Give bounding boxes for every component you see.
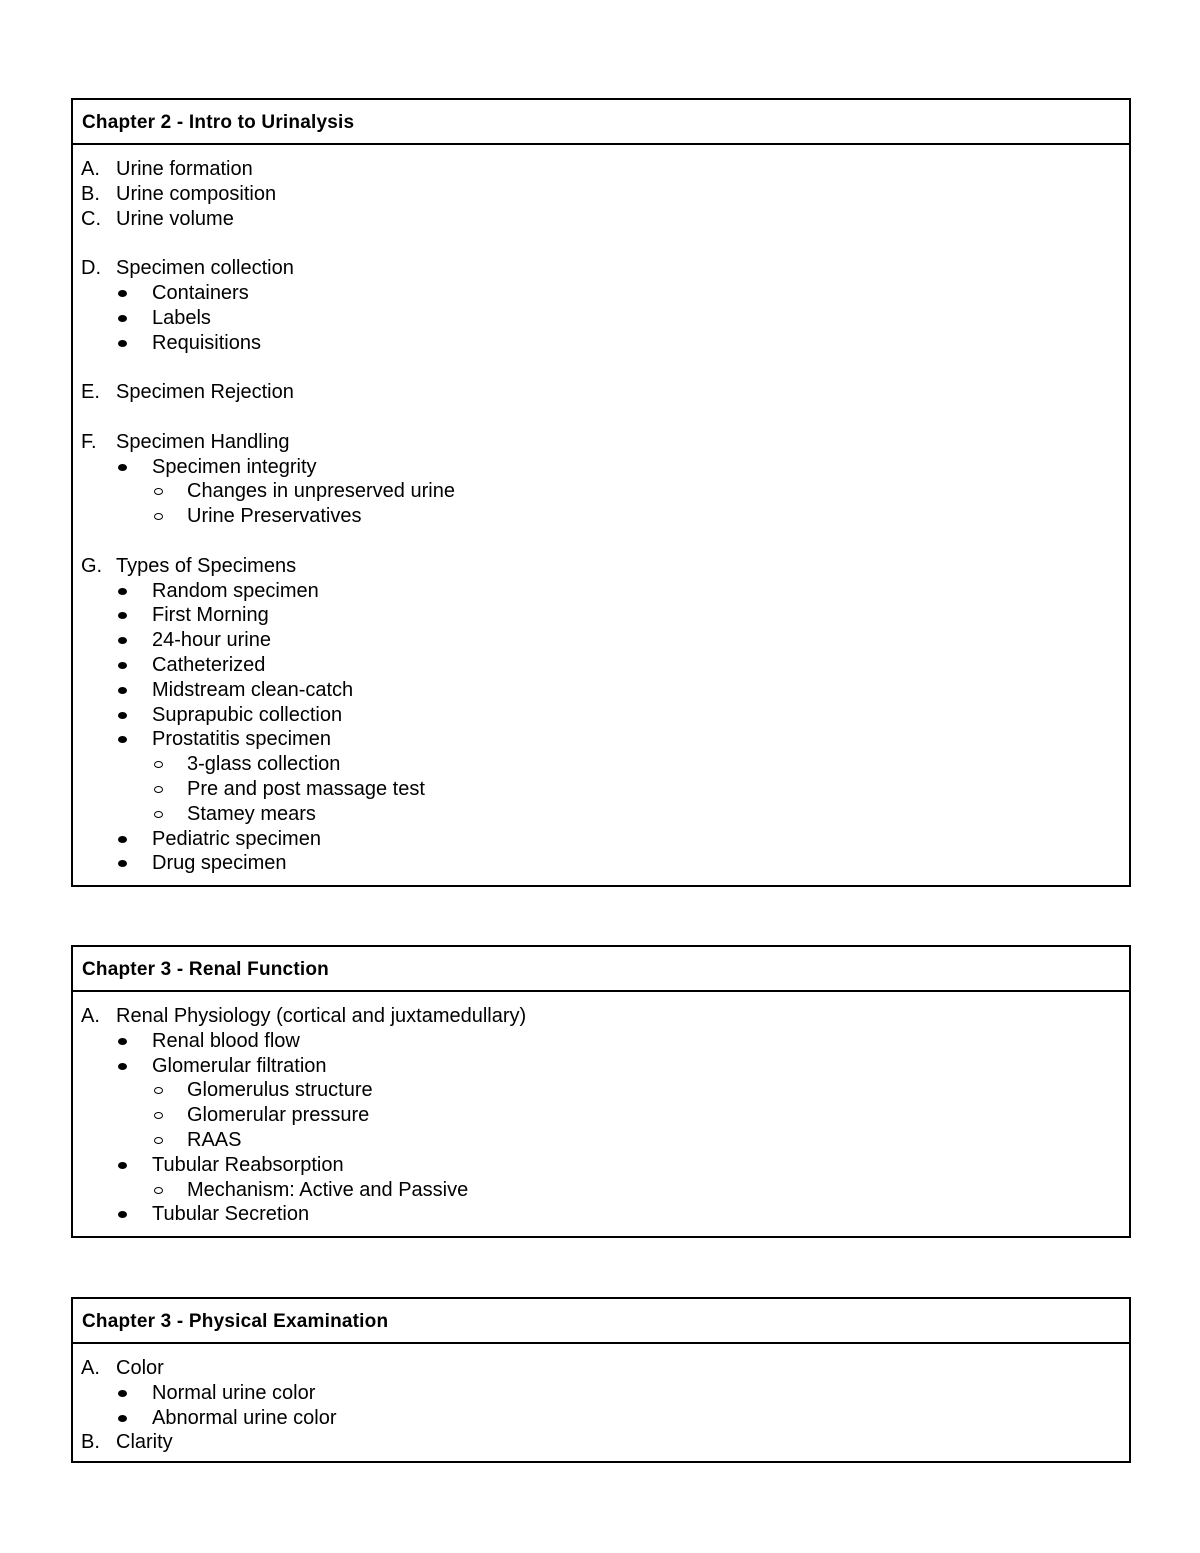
outline-item bbox=[73, 504, 1129, 529]
outline-letter: A. bbox=[81, 1005, 100, 1027]
section-outline bbox=[73, 992, 1129, 1235]
bullet-filled-icon bbox=[118, 1415, 127, 1422]
outline-item bbox=[73, 554, 1129, 579]
outline-text: Renal Physiology (cortical and juxtamedullary) bbox=[116, 1005, 527, 1027]
outline-text: 24-hour urine bbox=[152, 629, 271, 652]
outline-text: Abnormal urine color bbox=[152, 1406, 337, 1429]
outline-item bbox=[73, 727, 1129, 752]
outline-item bbox=[73, 1178, 1129, 1203]
bullet-hollow-icon bbox=[154, 1137, 163, 1144]
outline-letter: C. bbox=[81, 207, 101, 230]
outline-item bbox=[73, 851, 1129, 876]
outline-item bbox=[73, 306, 1129, 331]
outline-letter: A. bbox=[81, 1357, 100, 1379]
outline-text: Specimen Handling bbox=[116, 430, 290, 453]
bullet-filled-icon bbox=[118, 290, 127, 297]
outline-item bbox=[73, 479, 1129, 504]
outline-text: Drug specimen bbox=[152, 852, 287, 875]
outline-text: Glomerular pressure bbox=[187, 1104, 370, 1127]
outline-text: Changes in unpreserved urine bbox=[187, 480, 455, 503]
outline-item bbox=[73, 653, 1129, 678]
outline-text: Urine composition bbox=[116, 182, 277, 205]
outline-text: Normal urine color bbox=[152, 1381, 316, 1404]
outline-item bbox=[73, 703, 1129, 728]
section-title: Chapter 3 - Physical Examination bbox=[73, 1299, 1129, 1344]
outline-text: Specimen integrity bbox=[152, 455, 317, 478]
outline-item bbox=[73, 1202, 1129, 1227]
outline-item bbox=[73, 430, 1129, 455]
outline-item bbox=[73, 1356, 1129, 1381]
outline-text: Containers bbox=[152, 281, 249, 304]
outline-item bbox=[73, 1078, 1129, 1103]
bullet-hollow-icon bbox=[154, 1087, 163, 1094]
bullet-filled-icon bbox=[118, 1211, 127, 1218]
outline-text: Glomerular filtration bbox=[152, 1054, 327, 1077]
outline-item bbox=[73, 1004, 1129, 1029]
outline-item bbox=[73, 1430, 1129, 1455]
bullet-filled-icon bbox=[118, 612, 127, 619]
section-title: Chapter 2 - Intro to Urinalysis bbox=[73, 100, 1129, 145]
bullet-filled-icon bbox=[118, 315, 127, 322]
blank-line bbox=[73, 355, 1129, 380]
outline-item bbox=[73, 281, 1129, 306]
outline-text: Color bbox=[116, 1357, 164, 1379]
outline-text: Requisitions bbox=[152, 331, 261, 354]
bullet-hollow-icon bbox=[154, 1112, 163, 1119]
outline-item bbox=[73, 628, 1129, 653]
bullet-filled-icon bbox=[118, 464, 127, 471]
outline-item bbox=[73, 802, 1129, 827]
outline-text: Types of Specimens bbox=[116, 554, 297, 577]
section-outline bbox=[73, 145, 1129, 884]
outline-item bbox=[73, 157, 1129, 182]
section-outline bbox=[73, 1344, 1129, 1463]
outline-text: Catheterized bbox=[152, 653, 266, 676]
outline-letter: B. bbox=[81, 182, 100, 205]
outline-item bbox=[73, 1381, 1129, 1406]
outline-text: Midstream clean-catch bbox=[152, 678, 354, 701]
bullet-hollow-icon bbox=[154, 811, 163, 818]
bullet-filled-icon bbox=[118, 860, 127, 867]
bullet-filled-icon bbox=[118, 1063, 127, 1070]
blank-line bbox=[73, 231, 1129, 256]
outline-text: 3-glass collection bbox=[187, 753, 341, 776]
outline-item bbox=[73, 752, 1129, 777]
outline-letter: B. bbox=[81, 1431, 100, 1454]
outline-item bbox=[73, 331, 1129, 356]
section-chapter-3-physical bbox=[71, 1297, 1131, 1463]
outline-text: Specimen collection bbox=[116, 257, 294, 280]
bullet-hollow-icon bbox=[154, 786, 163, 793]
bullet-filled-icon bbox=[118, 340, 127, 347]
outline-item bbox=[73, 1029, 1129, 1054]
outline-item bbox=[73, 1406, 1129, 1431]
outline-text: First Morning bbox=[152, 604, 269, 627]
bullet-filled-icon bbox=[118, 687, 127, 694]
outline-text: Random specimen bbox=[152, 579, 319, 602]
outline-letter: G. bbox=[81, 554, 103, 577]
outline-text: Glomerulus structure bbox=[187, 1079, 373, 1102]
outline-item bbox=[73, 579, 1129, 604]
outline-text: Clarity bbox=[116, 1431, 173, 1454]
outline-item bbox=[73, 455, 1129, 480]
outline-text: Suprapubic collection bbox=[152, 703, 343, 726]
bullet-hollow-icon bbox=[154, 761, 163, 768]
outline-item bbox=[73, 182, 1129, 207]
outline-text: Labels bbox=[152, 306, 211, 329]
outline-text: Pediatric specimen bbox=[152, 827, 321, 850]
blank-line bbox=[73, 529, 1129, 554]
outline-item bbox=[73, 1103, 1129, 1128]
outline-item bbox=[73, 678, 1129, 703]
outline-text: Tubular Secretion bbox=[152, 1203, 310, 1226]
outline-letter: F. bbox=[81, 430, 97, 453]
bullet-filled-icon bbox=[118, 1038, 127, 1045]
outline-text: Urine formation bbox=[116, 158, 253, 180]
outline-letter: D. bbox=[81, 257, 101, 280]
bullet-filled-icon bbox=[118, 1162, 127, 1169]
outline-item bbox=[73, 1153, 1129, 1178]
blank-line bbox=[73, 405, 1129, 430]
outline-text: Renal blood flow bbox=[152, 1029, 300, 1052]
outline-text: Specimen Rejection bbox=[116, 381, 294, 404]
outline-letter: E. bbox=[81, 381, 100, 404]
bullet-hollow-icon bbox=[154, 513, 163, 520]
bullet-filled-icon bbox=[118, 662, 127, 669]
bullet-filled-icon bbox=[118, 712, 127, 719]
outline-letter: A. bbox=[81, 158, 100, 180]
outline-text: Prostatitis specimen bbox=[152, 728, 331, 751]
outline-text: Pre and post massage test bbox=[187, 777, 425, 800]
section-chapter-3-renal bbox=[71, 945, 1131, 1238]
outline-item bbox=[73, 603, 1129, 628]
bullet-filled-icon bbox=[118, 588, 127, 595]
outline-item bbox=[73, 1128, 1129, 1153]
outline-item bbox=[73, 827, 1129, 852]
section-title: Chapter 3 - Renal Function bbox=[73, 947, 1129, 992]
outline-text: Urine Preservatives bbox=[187, 505, 362, 528]
bullet-hollow-icon bbox=[154, 1187, 163, 1194]
outline-item bbox=[73, 380, 1129, 405]
outline-text: Tubular Reabsorption bbox=[152, 1153, 344, 1176]
bullet-filled-icon bbox=[118, 736, 127, 743]
outline-text: Stamey mears bbox=[187, 802, 316, 825]
outline-item bbox=[73, 777, 1129, 802]
outline-text: Mechanism: Active and Passive bbox=[187, 1178, 469, 1201]
outline-item bbox=[73, 207, 1129, 232]
outline-text: RAAS bbox=[187, 1128, 242, 1151]
bullet-filled-icon bbox=[118, 1390, 127, 1397]
outline-item bbox=[73, 256, 1129, 281]
bullet-filled-icon bbox=[118, 637, 127, 644]
outline-item bbox=[73, 1054, 1129, 1079]
bullet-hollow-icon bbox=[154, 488, 163, 495]
section-chapter-2 bbox=[71, 98, 1131, 887]
outline-text: Urine volume bbox=[116, 207, 234, 230]
bullet-filled-icon bbox=[118, 836, 127, 843]
